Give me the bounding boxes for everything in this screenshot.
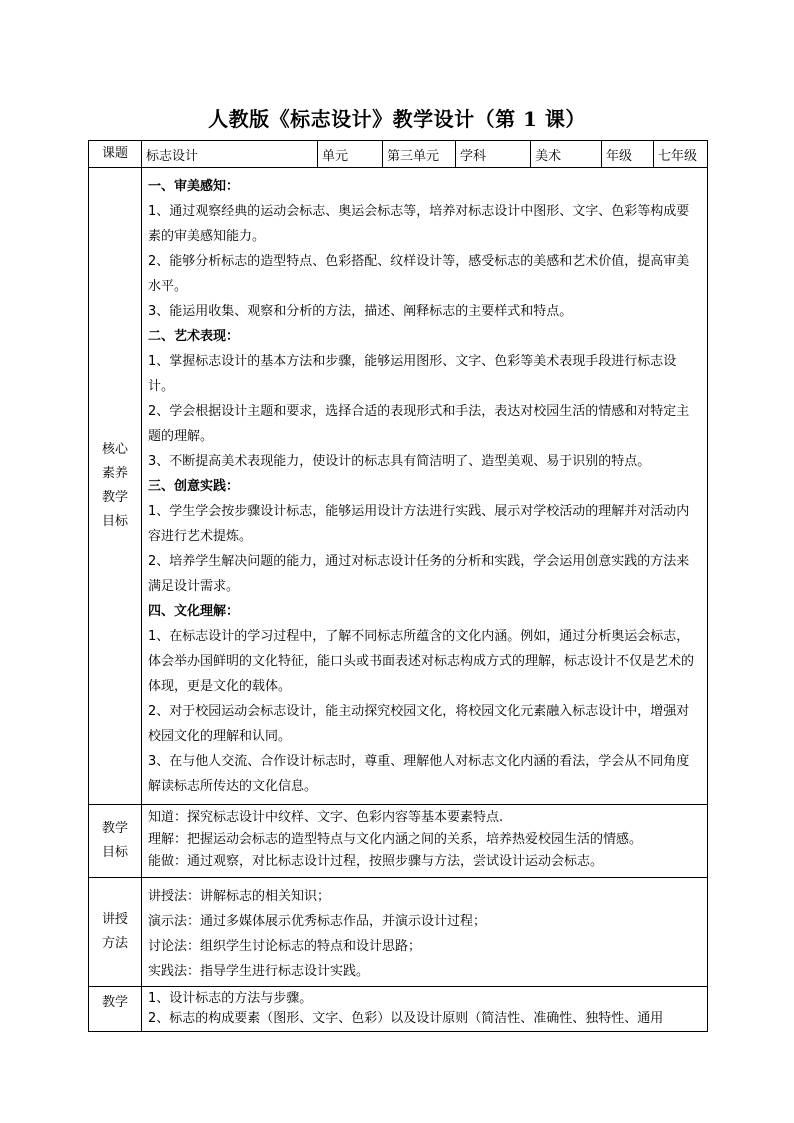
methods-label	[89, 878, 142, 987]
content-paragraph: 1、学生学会按步骤设计标志，能够运用设计方法进行实践、展示对学校活动的理解并对活动内容进行艺术提炼。	[148, 504, 690, 544]
objective-item: 知道：探究标志设计中纹样、文字、色彩内容等基本要素特点.	[148, 810, 504, 825]
section-heading: 四、文化理解：	[148, 604, 240, 619]
content-paragraph: 1、掌握标志设计的基本方法和步骤，能够运用图形、文字、色彩等美术表现手段进行标志设计。	[148, 354, 677, 394]
objective-item: 理解：把握运动会标志的造型特点与文化内涵之间的关系，培养热爱校园生活的情感。	[148, 832, 643, 847]
core-literacy-content	[142, 168, 708, 805]
focus-item: 1、设计标志的方法与步骤。	[148, 991, 313, 1006]
content-paragraph: 1、通过观察经典的运动会标志、奥运会标志等，培养对标志设计中图形、文字、色彩等构成要素的审美感知能力。	[148, 204, 690, 244]
subject-value: 美术	[531, 141, 602, 168]
method-item: 实践法：指导学生进行标志设计实践。	[148, 964, 370, 979]
topic-label: 课题	[89, 141, 142, 168]
focus-item: 2、标志的构成要素（图形、文字、色彩）以及设计原则（简洁性、准确性、独特性、通用	[148, 1011, 664, 1026]
method-item: 讲授法：讲解标志的相关知识；	[148, 889, 331, 904]
methods-label-line: 讲授	[101, 912, 128, 927]
header-row	[89, 141, 708, 168]
method-item: 演示法：通过多媒体展示优秀标志作品，并演示设计过程；	[148, 914, 487, 929]
content-paragraph: 2、能够分析标志的造型特点、色彩搭配、纹样设计等，感受标志的美感和艺术价值，提高审美水平。	[148, 254, 690, 294]
core-label-line: 目标	[101, 514, 128, 529]
objective-item: 能做：通过观察，对比标志设计过程，按照步骤与方法，尝试设计运动会标志。	[148, 854, 604, 869]
methods-label-line: 方法	[101, 936, 128, 951]
methods-row	[89, 878, 708, 987]
lesson-plan-table	[88, 140, 708, 1032]
topic-value: 标志设计	[142, 141, 318, 168]
method-item: 讨论法：组织学生讨论标志的特点和设计思路；	[148, 939, 422, 954]
grade-value: 七年级	[654, 141, 708, 168]
content-paragraph: 2、学会根据设计主题和要求，选择合适的表现形式和手法，表达对校园生活的情感和对特定主题的理解。	[148, 404, 690, 444]
core-literacy-label	[89, 168, 142, 805]
page-title: 人教版《标志设计》教学设计（第 1 课）	[208, 107, 586, 131]
objectives-label	[89, 805, 142, 878]
core-label-line: 核心	[101, 442, 128, 457]
objectives-label-line: 目标	[101, 845, 128, 860]
focus-row	[89, 987, 708, 1032]
section-heading: 一、审美感知：	[148, 179, 240, 194]
content-paragraph: 3、在与他人交流、合作设计标志时，尊重、理解他人对标志文化内涵的看法，学会从不同角度解读标志所传达的文化信息。	[148, 754, 690, 794]
subject-label: 学科	[456, 141, 531, 168]
grade-label: 年级	[602, 141, 654, 168]
core-literacy-row	[89, 168, 708, 805]
content-paragraph: 3、能运用收集、观察和分析的方法，描述、阐释标志的主要样式和特点。	[148, 304, 573, 319]
objectives-row	[89, 805, 708, 878]
content-paragraph: 1、在标志设计的学习过程中，了解不同标志所蕴含的文化内涵。例如，通过分析奥运会标志，体会举办国鲜明的文化特征，能口头或书面表述对标志构成方式的理解，标志设计不仅是艺术的体现，更是文化的载体。	[148, 629, 695, 694]
section-heading: 三、创意实践：	[148, 479, 240, 494]
content-paragraph: 3、不断提高美术表现能力，使设计的标志具有简洁明了、造型美观、易于识别的特点。	[148, 454, 651, 469]
unit-value: 第三单元	[383, 141, 456, 168]
methods-content	[142, 878, 708, 987]
unit-label: 单元	[318, 141, 383, 168]
core-label-line: 素养	[101, 466, 128, 481]
focus-content	[142, 987, 708, 1032]
core-label-line: 教学	[101, 490, 128, 505]
section-heading: 二、艺术表现：	[148, 329, 240, 344]
focus-label: 教学	[89, 987, 142, 1032]
content-paragraph: 2、培养学生解决问题的能力，通过对标志设计任务的分析和实践，学会运用创意实践的方法来满足设计需求。	[148, 554, 690, 594]
content-paragraph: 2、对于校园运动会标志设计，能主动探究校园文化，将校园文化元素融入标志设计中，增强对校园文化的理解和认同。	[148, 704, 690, 744]
objectives-label-line: 教学	[101, 821, 128, 836]
objectives-content	[142, 805, 708, 878]
